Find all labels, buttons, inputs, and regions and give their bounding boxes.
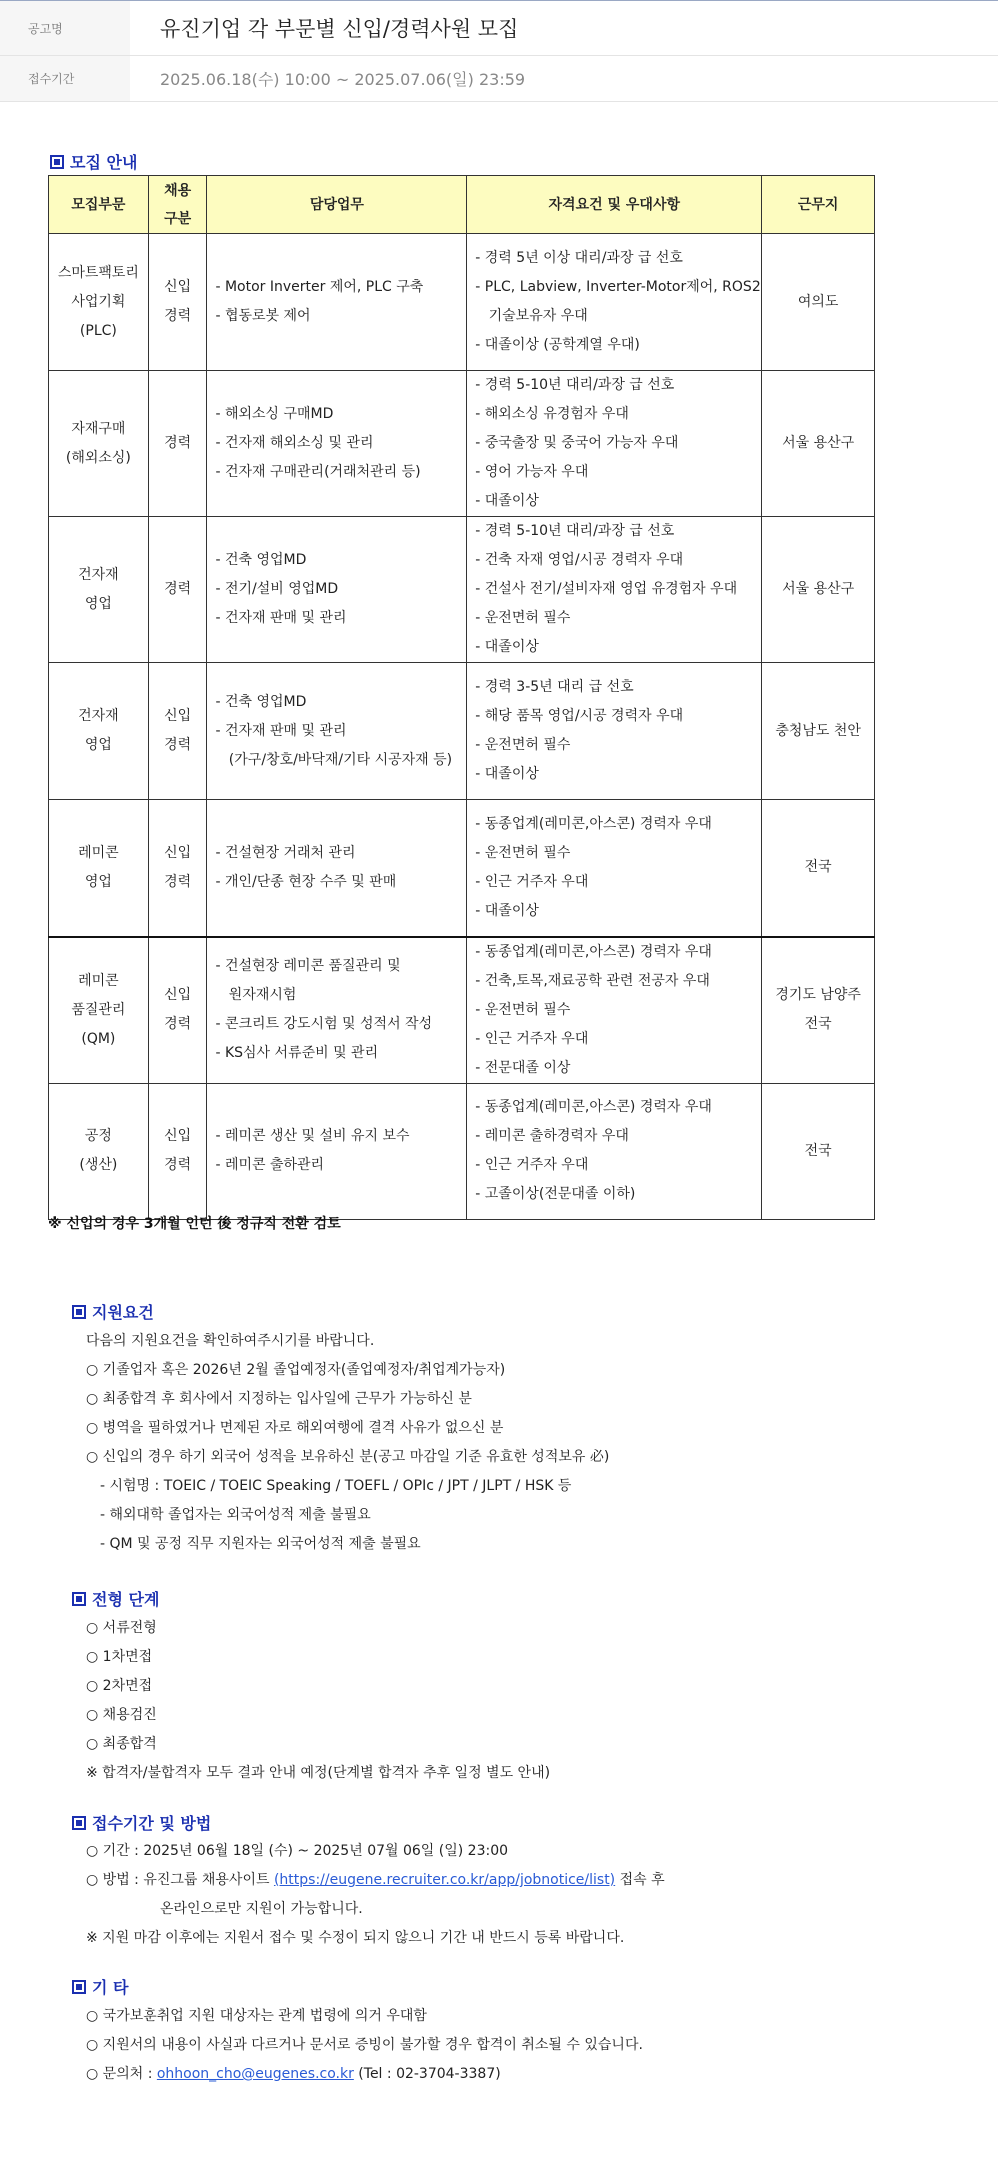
header-quals: 자격요건 및 우대사항 [467,176,762,234]
location-cell [762,663,875,800]
type-cell-line: 경력 [164,1016,192,1032]
contact-email-link[interactable]: ohhoon_cho@eugenes.co.kr [156,2066,354,2082]
duties-cell-line: - 협동로봇 제어 [215,308,311,324]
duties-cell-line: - 레미콘 출하관리 [215,1157,325,1173]
recruit-site-link[interactable]: (https://eugene.recruiter.co.kr/app/jobnotice/list) [273,1872,616,1888]
location-cell-line: 경기도 남양주 [775,987,861,1003]
table-row [49,937,875,1084]
dept-cell-line: (해외소싱) [65,449,131,466]
quals-cell-line: - 건설사 전기/설비자재 영업 유경험자 우대 [475,581,738,597]
requirement-item: ○ 신입의 경우 하기 외국어 성적을 보유하신 분(공고 마감일 기준 유효한 성적보유 必) [86,1449,610,1465]
quals-cell-line: - 대졸이상 [475,766,539,782]
quals-cell-line: - 레미콘 출하경력자 우대 [475,1128,629,1144]
apply-method-prefix: ○ 방법 : 유진그룹 채용사이트 [86,1872,274,1888]
etc-item: ○ 지원서의 내용이 사실과 다르거나 문서로 증빙이 불가할 경우 합격이 취소될 수 있습니다. [86,2037,643,2053]
type-cell [148,663,207,800]
square-bullet-icon [50,155,64,169]
duties-cell-line: 원자재시험 [215,987,297,1003]
duties-cell-line: - 건자재 해외소싱 및 관리 [215,435,374,451]
quals-cell-line: - PLC, Labview, Inverter-Motor제어, ROS2 [475,279,761,295]
table-row [49,371,875,517]
quals-cell-line: - 운전면허 필수 [475,1001,571,1018]
application-period-label: 접수기간 [0,56,130,101]
dept-cell-line: (PLC) [79,322,117,339]
table-row [49,800,875,937]
recruit-heading [50,150,137,173]
quals-cell-line: - 대졸이상 [475,493,539,509]
duties-cell [207,937,467,1084]
duties-cell-line: - 건축 영업MD [215,693,307,710]
quals-cell-line: - 해외소싱 유경험자 우대 [475,406,629,422]
header-dept: 모집부문 [49,176,149,234]
quals-cell-line: - 대졸이상 [475,902,539,919]
quals-cell [467,517,762,663]
duties-cell-line: - 건자재 판매 및 관리 [215,610,347,626]
duties-cell-line: - 해외소싱 구매MD [215,406,334,422]
location-cell [762,800,875,937]
duties-cell [207,1083,467,1219]
duties-cell [207,371,467,517]
quals-cell-line: - 영어 가능자 우대 [475,464,589,480]
process-step: ○ 채용검진 [86,1707,157,1723]
type-cell [148,371,207,517]
table-row [49,234,875,371]
square-bullet-icon [72,1305,86,1319]
process-step: ○ 최종합격 [86,1736,157,1752]
location-cell [762,1083,875,1219]
quals-cell-line: - 대졸이상 (공학계열 우대) [475,337,640,353]
process-heading [72,1587,159,1610]
type-cell [148,517,207,663]
quals-cell-line: - 전문대졸 이상 [475,1059,571,1076]
dept-cell-line: 건자재 [78,566,119,583]
type-cell-line: 경력 [164,581,192,597]
dept-cell [49,371,149,517]
location-cell-line: 충청남도 천안 [775,722,861,739]
type-cell-line: 경력 [164,737,192,753]
quals-cell-line: - 해당 품목 영업/시공 경력자 우대 [475,708,684,724]
location-cell [762,937,875,1084]
table-row [49,517,875,663]
dept-cell [49,800,149,937]
requirement-item: ○ 기졸업자 혹은 2026년 2월 졸업예정자(졸업예정자/취업계가능자) [86,1362,506,1378]
type-cell-line: 신입 [164,1128,192,1144]
dept-cell [49,663,149,800]
type-cell-line: 신입 [164,844,192,861]
duties-cell [207,517,467,663]
duties-cell-line: - 건설현장 레미콘 품질관리 및 [215,958,401,974]
dept-cell [49,1083,149,1219]
duties-cell-line: - 건설현장 거래처 관리 [215,844,356,861]
table-header-row [49,176,875,234]
dept-cell-line: (생산) [79,1157,118,1173]
contact-prefix: ○ 문의처 : [86,2066,157,2082]
header-location: 근무지 [762,176,875,234]
dept-cell-line: 영업 [84,873,112,890]
square-bullet-icon [72,1816,86,1830]
dept-cell-line: 레미콘 [78,972,119,989]
type-cell-line: 경력 [164,308,192,324]
duties-cell [207,234,467,371]
apply-method [86,1869,665,1889]
apply-method-suffix: 접속 후 [615,1872,665,1888]
header-type-text: 채용 구분 [164,182,192,227]
application-period: 2025.06.18(수) 10:00 ~ 2025.07.06(일) 23:59 [160,70,526,89]
quals-cell [467,234,762,371]
quals-cell [467,800,762,937]
quals-cell-line: - 인근 거주자 우대 [475,1030,589,1047]
process-step: ○ 1차면접 [86,1649,153,1665]
type-cell-line: 경력 [164,1157,192,1173]
notice-title-row [0,1,998,56]
recruit-heading-text: 모집 안내 [70,153,138,172]
intern-note: ※ 신입의 경우 3개월 인턴 後 정규직 전환 검토 [48,1216,341,1232]
requirements-heading-text: 지원요건 [92,1303,154,1322]
dept-cell-line: 품질관리 [71,1001,126,1018]
dept-cell-line: 레미콘 [78,844,119,861]
table-row [49,1083,875,1219]
duties-cell [207,800,467,937]
application-period-row [0,56,998,102]
dept-cell-line: 영업 [84,595,112,612]
contact-line [86,2063,501,2083]
etc-item: ○ 국가보훈취업 지원 대상자는 관계 법령에 의거 우대함 [86,2008,427,2024]
quals-cell [467,371,762,517]
location-cell-line: 서울 용산구 [782,435,855,451]
requirement-subitem: - 시험명 : TOEIC / TOEIC Speaking / TOEFL / OPIc / JPT / JLPT / HSK 등 [100,1478,572,1494]
etc-heading-text: 기 타 [92,1978,129,1997]
apply-heading [72,1811,211,1834]
quals-cell-line: - 경력 5-10년 대리/과장 급 선호 [475,523,675,539]
location-cell [762,371,875,517]
dept-cell [49,517,149,663]
quals-cell [467,937,762,1084]
contact-suffix: (Tel : 02-3704-3387) [353,2066,501,2082]
quals-cell-line: - 동종업계(레미콘,아스콘) 경력자 우대 [475,1099,712,1115]
dept-cell-line: 사업기획 [71,293,126,310]
quals-cell-line: - 인근 거주자 우대 [475,873,589,890]
duties-cell-line: - 콘크리트 강도시험 및 성적서 작성 [215,1016,433,1032]
quals-cell-line: - 경력 5-10년 대리/과장 급 선호 [475,377,675,393]
requirements-heading [72,1300,154,1323]
location-cell-line: 여의도 [797,293,839,310]
duties-cell-line: (가구/창호/바닥재/기타 시공자재 등) [215,751,453,768]
apply-period: ○ 기간 : 2025년 06월 18일 (수) ~ 2025년 07월 06일 (일) 23:00 [86,1843,509,1859]
quals-cell-line: - 건축 자재 영업/시공 경력자 우대 [475,552,684,568]
type-cell-line: 경력 [164,873,192,890]
dept-cell-line: 자재구매 [71,420,126,437]
duties-cell-line: - 전기/설비 영업MD [215,581,339,597]
quals-cell-line: - 동종업계(레미콘,아스콘) 경력자 우대 [475,943,712,960]
quals-cell [467,663,762,800]
duties-cell-line: - Motor Inverter 제어, PLC 구축 [215,279,424,295]
quals-cell-line: - 운전면허 필수 [475,844,571,861]
etc-heading [72,1975,128,1998]
apply-note: ※ 지원 마감 이후에는 지원서 접수 및 수정이 되지 않으니 기간 내 반드시 등록 바랍니다. [86,1930,625,1946]
requirement-subitem: - 해외대학 졸업자는 외국어성적 제출 불필요 [100,1507,371,1523]
location-cell-line: 전국 [804,1016,832,1032]
requirement-subitem: - QM 및 공정 직무 지원자는 외국어성적 제출 불필요 [100,1536,421,1552]
type-cell [148,234,207,371]
apply-heading-text: 접수기간 및 방법 [92,1814,212,1833]
quals-cell [467,1083,762,1219]
apply-method-line2: 온라인으로만 지원이 가능합니다. [160,1901,363,1917]
dept-cell [49,937,149,1084]
location-cell [762,234,875,371]
requirement-item: ○ 최종합격 후 회사에서 지정하는 입사일에 근무가 가능하신 분 [86,1391,472,1407]
header-duties: 담당업무 [207,176,467,234]
dept-cell-line: (QM) [81,1030,116,1047]
table-row [49,663,875,800]
process-step: ○ 서류전형 [86,1620,157,1636]
location-cell [762,517,875,663]
quals-cell-line: - 고졸이상(전문대졸 이하) [475,1186,636,1202]
type-cell-line: 신입 [164,279,192,295]
quals-cell-line: - 경력 3-5년 대리 급 선호 [475,679,634,695]
notice-title: 유진기업 각 부문별 신입/경력사원 모집 [160,17,519,41]
requirement-item: ○ 병역을 필하였거나 면제된 자로 해외여행에 결격 사유가 없으신 분 [86,1420,504,1436]
duties-cell-line: - 레미콘 생산 및 설비 유지 보수 [215,1128,410,1144]
duties-cell-line: - 건자재 판매 및 관리 [215,722,347,739]
dept-cell-line: 건자재 [78,708,119,724]
duties-cell-line: - 건자재 구매관리(거래처관리 등) [215,464,421,480]
quals-cell-line: - 운전면허 필수 [475,737,571,753]
quals-cell-line: - 중국출장 및 중국어 가능자 우대 [475,435,679,451]
location-cell-line: 서울 용산구 [782,581,855,597]
process-heading-text: 전형 단계 [92,1590,160,1609]
quals-cell-line: 기술보유자 우대 [475,308,588,324]
type-cell-line: 신입 [164,987,192,1003]
header-type [148,176,207,234]
duties-cell [207,663,467,800]
quals-cell-line: - 건축,토목,재료공학 관련 전공자 우대 [475,972,710,989]
location-cell-line: 전국 [804,1142,832,1159]
quals-cell-line: - 인근 거주자 우대 [475,1157,589,1173]
quals-cell-line: - 대졸이상 [475,639,539,655]
location-cell-line: 전국 [804,859,832,876]
quals-cell-line: - 운전면허 필수 [475,610,571,626]
duties-cell-line: - 건축 영업MD [215,552,307,568]
dept-cell-line: 영업 [84,737,112,753]
duties-cell-line: - 개인/단종 현장 수주 및 판매 [215,873,397,890]
quals-cell-line: - 동종업계(레미콘,아스콘) 경력자 우대 [475,815,712,832]
duties-cell-line: - KS심사 서류준비 및 관리 [215,1045,379,1061]
process-note: ※ 합격자/불합격자 모두 결과 안내 예정(단계별 합격자 추후 일정 별도 안내) [86,1765,551,1781]
square-bullet-icon [72,1592,86,1606]
type-cell-line: 신입 [164,708,192,724]
quals-cell-line: - 경력 5년 이상 대리/과장 급 선호 [475,250,683,266]
recruit-table [48,175,875,1220]
type-cell-line: 경력 [164,435,192,451]
dept-cell-line: 스마트팩토리 [57,264,139,281]
dept-cell [49,234,149,371]
type-cell [148,937,207,1084]
type-cell [148,1083,207,1219]
dept-cell-line: 공정 [84,1128,112,1144]
process-step: ○ 2차면접 [86,1678,153,1694]
square-bullet-icon [72,1980,86,1994]
type-cell [148,800,207,937]
notice-title-label: 공고명 [0,1,130,55]
requirements-intro: 다음의 지원요건을 확인하여주시기를 바랍니다. [86,1333,375,1349]
